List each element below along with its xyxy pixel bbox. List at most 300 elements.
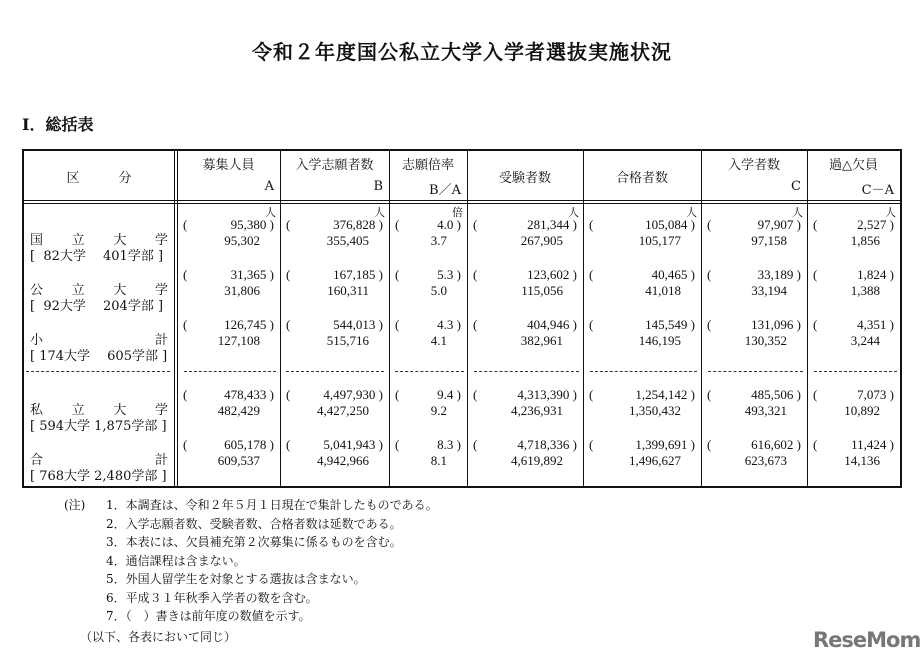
notes-label: (注) — [64, 498, 86, 512]
current-year-value — [701, 283, 807, 299]
current-value: 5.0 — [430, 283, 447, 298]
previous-year-value — [807, 387, 900, 403]
paren-close: ) — [886, 437, 894, 452]
table-cell — [701, 317, 807, 365]
current-value: 41,018 — [645, 283, 681, 298]
unit-label: 人 — [885, 206, 896, 219]
paren-open: ( — [183, 437, 188, 452]
unit-label: 人 — [792, 206, 803, 219]
paren-open: ( — [707, 437, 712, 452]
previous-year-value — [583, 217, 701, 233]
paren-open: ( — [473, 317, 478, 332]
current-value: 4,619,892 — [511, 453, 563, 468]
previous-year-value — [177, 387, 280, 403]
current-value: 95,302 — [224, 233, 260, 248]
paren-open: ( — [589, 317, 594, 332]
previous-value: 485,506 — [751, 387, 794, 402]
previous-year-value — [701, 267, 807, 283]
previous-value: 4.3 — [437, 317, 454, 332]
previous-year-value — [177, 267, 280, 283]
column-header-label: 受験者数 — [498, 171, 551, 186]
paren-close: ) — [886, 217, 894, 232]
category-detail: [ 174大学 605学部 ] — [30, 349, 168, 364]
current-value: 1,856 — [850, 233, 880, 248]
previous-year-value — [807, 217, 900, 233]
previous-value: 2,527 — [857, 217, 887, 232]
previous-value: 1,254,142 — [635, 387, 688, 402]
paren-close: ) — [793, 217, 801, 232]
paren-open: ( — [707, 317, 712, 332]
paren-close: ) — [687, 437, 695, 452]
previous-value: 4,313,390 — [517, 387, 570, 402]
paren-close: ) — [453, 387, 461, 402]
previous-value: 131,096 — [751, 317, 794, 332]
paren-open: ( — [183, 217, 188, 232]
paren-open: ( — [589, 267, 594, 282]
table-cell — [701, 437, 807, 485]
current-value: 105,177 — [638, 233, 681, 248]
row-category — [30, 267, 168, 315]
category-detail: [ 92大学 204学部 ] — [30, 299, 164, 314]
previous-value: 97,907 — [757, 217, 794, 232]
current-value: 267,905 — [520, 233, 563, 248]
paren-open: ( — [395, 437, 400, 452]
current-year-value — [583, 283, 701, 299]
previous-year-value — [583, 317, 701, 333]
previous-value: 478,433 — [224, 387, 267, 402]
table-cell — [467, 437, 583, 485]
previous-year-value — [280, 437, 389, 453]
current-year-value — [467, 283, 583, 299]
current-value: 115,056 — [521, 283, 563, 298]
paren-open: ( — [813, 217, 818, 232]
current-value: 609,537 — [217, 453, 260, 468]
current-year-value — [807, 283, 900, 299]
previous-year-value — [583, 267, 701, 283]
current-value: 382,961 — [520, 333, 563, 348]
paren-close: ) — [886, 387, 894, 402]
column-header-sub: B — [373, 179, 383, 194]
current-year-value — [807, 453, 900, 469]
previous-value: 9.4 — [437, 387, 454, 402]
current-year-value — [389, 453, 467, 469]
current-value: 355,405 — [326, 233, 369, 248]
paren-close: ) — [793, 387, 801, 402]
paren-open: ( — [286, 317, 291, 332]
previous-year-value — [701, 217, 807, 233]
previous-year-value — [583, 387, 701, 403]
current-value: 127,108 — [217, 333, 260, 348]
table-cell — [389, 437, 467, 485]
previous-year-value — [701, 317, 807, 333]
previous-value: 33,189 — [757, 267, 794, 282]
current-value: 10,892 — [844, 403, 880, 418]
paren-open: ( — [707, 387, 712, 402]
table-cell — [177, 317, 280, 365]
current-value: 146,195 — [638, 333, 681, 348]
paren-close: ) — [687, 267, 695, 282]
previous-value: 4.0 — [437, 217, 454, 232]
paren-open: ( — [589, 217, 594, 232]
note-item: 2．入学志願者数、受験者数、合格者数は延数である。 — [106, 516, 402, 531]
paren-open: ( — [395, 267, 400, 282]
paren-close: ) — [687, 387, 695, 402]
current-value: 3.7 — [430, 233, 447, 248]
current-year-value — [467, 453, 583, 469]
current-value: 482,429 — [217, 403, 260, 418]
table-cell — [389, 317, 467, 365]
column-header-sub: B／A — [429, 183, 461, 198]
paren-open: ( — [813, 437, 818, 452]
current-year-value — [701, 233, 807, 249]
previous-value: 40,465 — [651, 267, 688, 282]
paren-close: ) — [266, 267, 274, 282]
previous-year-value — [389, 437, 467, 453]
table-cell — [389, 387, 467, 435]
current-year-value — [583, 333, 701, 349]
watermark-logo: ReseMom — [813, 628, 921, 652]
current-year-value — [701, 333, 807, 349]
paren-open: ( — [589, 437, 594, 452]
current-year-value — [389, 233, 467, 249]
table-cell — [701, 387, 807, 435]
current-year-value — [467, 403, 583, 419]
column-header-label: 募集人員 — [202, 158, 255, 173]
previous-value: 616,602 — [751, 437, 794, 452]
current-value: 160,311 — [327, 283, 369, 298]
previous-value: 4,497,930 — [323, 387, 376, 402]
table-cell — [467, 267, 583, 315]
column-header-label: 過△欠員 — [829, 158, 878, 173]
page-title: 令和２年度国公私立大学入学者選抜実施状況 — [252, 40, 672, 64]
table-cell — [583, 267, 701, 315]
table-cell — [583, 217, 701, 265]
column-header-label: 入学志願者数 — [295, 158, 374, 173]
current-year-value — [807, 333, 900, 349]
paren-open: ( — [707, 217, 712, 232]
paren-close: ) — [569, 267, 577, 282]
current-year-value — [389, 403, 467, 419]
category-detail: [ 82大学 401学部 ] — [30, 249, 164, 264]
category-name: 国立大学 — [30, 233, 168, 248]
dashed-separator — [814, 371, 897, 372]
paren-close: ) — [453, 217, 461, 232]
table-cell — [280, 387, 389, 435]
column-header-label: 入学者数 — [727, 158, 780, 173]
table-cell — [280, 317, 389, 365]
paren-open: ( — [183, 317, 188, 332]
row-category — [30, 437, 168, 485]
category-detail: [ 594大学 1,875学部 ] — [30, 419, 167, 434]
dashed-separator — [26, 371, 170, 372]
table-cell — [389, 217, 467, 265]
table-cell — [389, 267, 467, 315]
paren-close: ) — [793, 437, 801, 452]
paren-close: ) — [375, 437, 383, 452]
current-value: 4.1 — [430, 333, 447, 348]
previous-value: 5,041,943 — [323, 437, 376, 452]
unit-label: 人 — [568, 206, 579, 219]
previous-value: 123,602 — [527, 267, 570, 282]
current-value: 515,716 — [326, 333, 369, 348]
previous-year-value — [467, 267, 583, 283]
paren-close: ) — [375, 317, 383, 332]
current-year-value — [177, 333, 280, 349]
table-cell — [177, 387, 280, 435]
paren-open: ( — [813, 267, 818, 282]
table-cell — [177, 217, 280, 265]
previous-value: 31,365 — [230, 267, 267, 282]
previous-value: 7,073 — [857, 387, 887, 402]
previous-value: 1,824 — [857, 267, 887, 282]
paren-open: ( — [286, 217, 291, 232]
current-year-value — [280, 453, 389, 469]
current-value: 97,158 — [751, 233, 787, 248]
paren-open: ( — [473, 267, 478, 282]
table-cell — [467, 317, 583, 365]
paren-close: ) — [375, 267, 383, 282]
table-cell — [280, 217, 389, 265]
paren-open: ( — [183, 267, 188, 282]
previous-year-value — [389, 317, 467, 333]
unit-label: 倍 — [452, 206, 463, 219]
previous-year-value — [177, 317, 280, 333]
previous-value: 105,084 — [645, 217, 688, 232]
paren-close: ) — [266, 437, 274, 452]
previous-value: 145,549 — [645, 317, 688, 332]
previous-year-value — [701, 387, 807, 403]
previous-value: 4,718,336 — [517, 437, 570, 452]
current-value: 9.2 — [430, 403, 447, 418]
current-value: 14,136 — [844, 453, 880, 468]
paren-open: ( — [473, 217, 478, 232]
paren-close: ) — [886, 317, 894, 332]
previous-value: 376,828 — [333, 217, 376, 232]
current-value: 130,352 — [744, 333, 787, 348]
paren-close: ) — [453, 317, 461, 332]
current-value: 33,194 — [751, 283, 787, 298]
current-year-value — [467, 333, 583, 349]
previous-year-value — [177, 217, 280, 233]
table-cell — [701, 217, 807, 265]
category-detail: [ 768大学 2,480学部 ] — [30, 469, 167, 484]
unit-label: 人 — [686, 206, 697, 219]
paren-close: ) — [453, 437, 461, 452]
current-value: 3,244 — [850, 333, 880, 348]
paren-close: ) — [793, 317, 801, 332]
category-name: 合計 — [30, 453, 168, 468]
previous-value: 95,380 — [230, 217, 267, 232]
paren-close: ) — [266, 387, 274, 402]
previous-year-value — [701, 437, 807, 453]
current-year-value — [280, 283, 389, 299]
paren-open: ( — [183, 387, 188, 402]
previous-year-value — [583, 437, 701, 453]
previous-value: 11,424 — [851, 437, 887, 452]
dashed-separator — [474, 371, 579, 372]
previous-year-value — [467, 387, 583, 403]
previous-year-value — [807, 317, 900, 333]
paren-open: ( — [286, 267, 291, 282]
previous-value: 605,178 — [224, 437, 267, 452]
column-header-sub: C－A — [861, 183, 894, 198]
paren-open: ( — [589, 387, 594, 402]
paren-close: ) — [375, 217, 383, 232]
current-year-value — [467, 233, 583, 249]
dashed-separator — [286, 371, 384, 372]
paren-close: ) — [453, 267, 461, 282]
paren-open: ( — [473, 387, 478, 402]
current-year-value — [583, 403, 701, 419]
column-header-sub: C — [791, 179, 801, 194]
column-divider — [174, 151, 175, 486]
dashed-separator — [708, 371, 803, 372]
current-year-value — [583, 453, 701, 469]
table-cell — [583, 317, 701, 365]
dashed-separator — [590, 371, 697, 372]
table-cell — [807, 267, 900, 315]
paren-close: ) — [793, 267, 801, 282]
current-year-value — [701, 403, 807, 419]
current-value: 1,388 — [850, 283, 880, 298]
previous-year-value — [467, 217, 583, 233]
paren-close: ) — [569, 317, 577, 332]
current-value: 8.1 — [430, 453, 447, 468]
paren-open: ( — [473, 437, 478, 452]
dashed-separator — [184, 371, 276, 372]
header-divider — [24, 200, 900, 201]
paren-open: ( — [707, 267, 712, 282]
table-cell — [807, 437, 900, 485]
current-year-value — [177, 233, 280, 249]
paren-close: ) — [569, 217, 577, 232]
category-name: 私立大学 — [30, 403, 168, 418]
column-header-label: 志願倍率 — [401, 158, 454, 173]
previous-year-value — [280, 217, 389, 233]
previous-year-value — [389, 387, 467, 403]
current-year-value — [280, 333, 389, 349]
footer-note: （以下、各表において同じ） — [80, 630, 237, 644]
paren-close: ) — [375, 387, 383, 402]
table-cell — [807, 387, 900, 435]
previous-value: 404,946 — [527, 317, 570, 332]
current-year-value — [280, 233, 389, 249]
paren-close: ) — [687, 317, 695, 332]
paren-open: ( — [395, 317, 400, 332]
table-cell — [583, 437, 701, 485]
paren-close: ) — [266, 217, 274, 232]
table-cell — [807, 217, 900, 265]
previous-year-value — [389, 217, 467, 233]
table-cell — [467, 387, 583, 435]
table-cell — [280, 267, 389, 315]
table-cell — [467, 217, 583, 265]
current-value: 4,427,250 — [317, 403, 369, 418]
current-value: 4,942,966 — [317, 453, 369, 468]
previous-year-value — [280, 267, 389, 283]
paren-close: ) — [569, 437, 577, 452]
previous-value: 1,399,691 — [635, 437, 688, 452]
previous-value: 8.3 — [437, 437, 454, 452]
paren-open: ( — [395, 387, 400, 402]
current-year-value — [177, 283, 280, 299]
previous-value: 126,745 — [224, 317, 267, 332]
column-header-label: 合格者数 — [615, 171, 668, 186]
previous-year-value — [389, 267, 467, 283]
paren-open: ( — [395, 217, 400, 232]
table-cell — [177, 267, 280, 315]
unit-label: 人 — [374, 206, 385, 219]
current-value: 31,806 — [224, 283, 260, 298]
current-value: 1,350,432 — [629, 403, 681, 418]
previous-value: 4,351 — [857, 317, 887, 332]
current-year-value — [177, 403, 280, 419]
table-cell — [807, 317, 900, 365]
note-item: 7．（ ）書きは前年度の数値を示す。 — [106, 609, 311, 623]
note-item: 1．本調査は、令和２年５月１日現在で集計したものである。 — [106, 498, 438, 512]
paren-open: ( — [286, 387, 291, 402]
previous-value: 5.3 — [437, 267, 454, 282]
current-year-value — [389, 283, 467, 299]
category-name: 公立大学 — [30, 283, 168, 298]
current-year-value — [807, 403, 900, 419]
previous-year-value — [280, 387, 389, 403]
previous-year-value — [177, 437, 280, 453]
paren-close: ) — [886, 267, 894, 282]
current-year-value — [701, 453, 807, 469]
previous-value: 281,344 — [527, 217, 570, 232]
table-cell — [177, 437, 280, 485]
paren-close: ) — [569, 387, 577, 402]
row-category — [30, 387, 168, 435]
category-name: 小計 — [30, 333, 168, 348]
note-item: 4．通信課程は含まない。 — [106, 553, 246, 568]
current-year-value — [389, 333, 467, 349]
table-cell — [280, 437, 389, 485]
previous-year-value — [807, 267, 900, 283]
column-header-sub: A — [264, 179, 274, 194]
previous-year-value — [807, 437, 900, 453]
current-year-value — [280, 403, 389, 419]
header-category: 区 分 — [66, 171, 132, 186]
note-item: 5．外国人留学生を対象とする選抜は含まない。 — [106, 572, 366, 586]
paren-close: ) — [266, 317, 274, 332]
current-year-value — [177, 453, 280, 469]
current-value: 4,236,931 — [511, 403, 563, 418]
unit-label: 人 — [265, 206, 276, 219]
paren-open: ( — [813, 387, 818, 402]
previous-value: 544,013 — [333, 317, 376, 332]
dashed-separator — [395, 371, 464, 372]
current-year-value — [583, 233, 701, 249]
table-cell — [701, 267, 807, 315]
paren-open: ( — [813, 317, 818, 332]
row-category — [30, 317, 168, 365]
previous-year-value — [467, 317, 583, 333]
current-value: 1,496,627 — [629, 453, 681, 468]
previous-year-value — [280, 317, 389, 333]
note-item: 3．本表には、欠員補充第２次募集に係るものを含む。 — [106, 535, 402, 549]
previous-value: 167,185 — [333, 267, 376, 282]
summary-table — [22, 149, 902, 488]
paren-close: ) — [687, 217, 695, 232]
table-cell — [583, 387, 701, 435]
note-item: 6．平成３１年秋季入学者の数を含む。 — [106, 590, 318, 605]
current-value: 493,321 — [744, 403, 787, 418]
previous-year-value — [467, 437, 583, 453]
current-value: 623,673 — [744, 453, 787, 468]
current-year-value — [807, 233, 900, 249]
